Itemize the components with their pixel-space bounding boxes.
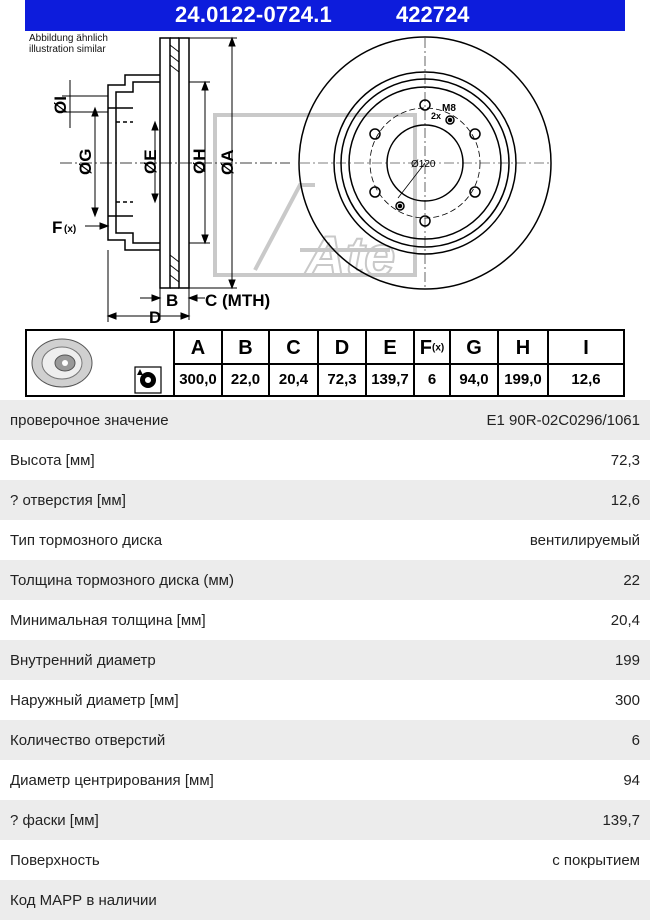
- property-value: 20,4: [610, 611, 640, 629]
- property-value: 72,3: [610, 451, 640, 469]
- illustration-note-de: Abbildung ähnlich: [29, 33, 108, 44]
- property-row: [0, 840, 650, 880]
- property-row: [0, 640, 650, 680]
- property-row: [0, 800, 650, 840]
- property-label: проверочное значение: [10, 411, 169, 429]
- property-label: Диаметр центрирования [мм]: [10, 771, 214, 789]
- property-label: ? отверстия [мм]: [10, 491, 126, 509]
- property-value: 22: [623, 571, 640, 589]
- header-f-letter: F: [419, 337, 432, 359]
- property-value: 139,7: [602, 811, 640, 829]
- header-i: I: [547, 331, 623, 365]
- property-value: 199: [614, 651, 640, 669]
- property-label: Минимальная толщина [мм]: [10, 611, 206, 629]
- property-row: [0, 520, 650, 560]
- header-h: H: [497, 331, 547, 365]
- property-value: 94: [623, 771, 640, 789]
- dim-label-f-sub: (x): [64, 224, 77, 235]
- property-label: Наружный диаметр [мм]: [10, 691, 179, 709]
- header-d: D: [317, 331, 365, 365]
- part-number: 24.0122-0724.1: [175, 2, 332, 27]
- property-label: Поверхность: [10, 851, 100, 869]
- value-d: 72,3: [317, 365, 365, 395]
- dim-label-f: F: [52, 218, 63, 237]
- property-label: Высота [мм]: [10, 451, 95, 469]
- dim-label-i: ØI: [51, 96, 70, 114]
- property-label: Количество отверстий: [10, 731, 166, 749]
- property-label: Тип тормозного диска: [10, 531, 163, 549]
- illustration-note-en: illustration similar: [29, 44, 106, 55]
- property-value: 12,6: [610, 491, 640, 509]
- dim-label-d: D: [149, 308, 162, 327]
- value-b: 22,0: [221, 365, 268, 395]
- article-code: 422724: [396, 2, 470, 27]
- property-row: [0, 680, 650, 720]
- property-row: [0, 760, 650, 800]
- dimension-lines: [62, 38, 237, 322]
- property-row: [0, 720, 650, 760]
- disc-thumbnail-icon: [27, 331, 173, 395]
- property-label: Внутренний диаметр: [10, 651, 156, 669]
- header-f: [413, 331, 449, 365]
- value-e: 139,7: [365, 365, 413, 395]
- bolt-count-label: 2x: [431, 111, 442, 121]
- property-value: вентилируемый: [529, 531, 640, 549]
- property-row: [0, 400, 650, 440]
- property-value: с покрытием: [552, 851, 640, 869]
- header-c: C: [268, 331, 317, 365]
- property-label: Код МАРР в наличии: [10, 891, 157, 909]
- property-row: [0, 600, 650, 640]
- dim-label-a: ØA: [218, 149, 237, 175]
- property-list: [0, 400, 650, 920]
- property-row: [0, 560, 650, 600]
- property-row: [0, 480, 650, 520]
- illustration-note: [29, 33, 108, 55]
- value-f: 6: [413, 365, 449, 395]
- dim-label-e: ØE: [141, 149, 160, 174]
- dim-label-c: C (MTH): [205, 291, 271, 310]
- disc-thumbnail: [27, 331, 175, 395]
- pcd-label: Ø120: [411, 159, 436, 170]
- value-i: 12,6: [547, 365, 623, 395]
- bolt-thread-label: M8: [442, 103, 456, 114]
- header-e: E: [365, 331, 413, 365]
- property-label: ? фаски [мм]: [10, 811, 99, 829]
- dimension-table: [25, 329, 625, 397]
- ate-watermark-text: Ate: [305, 224, 396, 287]
- header-g: G: [449, 331, 497, 365]
- property-label: Толщина тормозного диска (мм): [10, 571, 234, 589]
- value-a: 300,0: [173, 365, 221, 395]
- property-row: [0, 880, 650, 920]
- dim-label-b: B: [166, 291, 179, 310]
- header-b: B: [221, 331, 268, 365]
- property-value: E1 90R-02C0296/1061: [486, 411, 640, 429]
- dim-label-h: ØH: [190, 148, 209, 174]
- dim-label-g: ØG: [76, 148, 95, 175]
- value-g: 94,0: [449, 365, 497, 395]
- property-row: [0, 440, 650, 480]
- property-value: 300: [614, 691, 640, 709]
- property-value: 6: [631, 731, 640, 749]
- value-c: 20,4: [268, 365, 317, 395]
- header-a: A: [173, 331, 221, 365]
- value-h: 199,0: [497, 365, 547, 395]
- header-f-sub: (x): [431, 342, 445, 354]
